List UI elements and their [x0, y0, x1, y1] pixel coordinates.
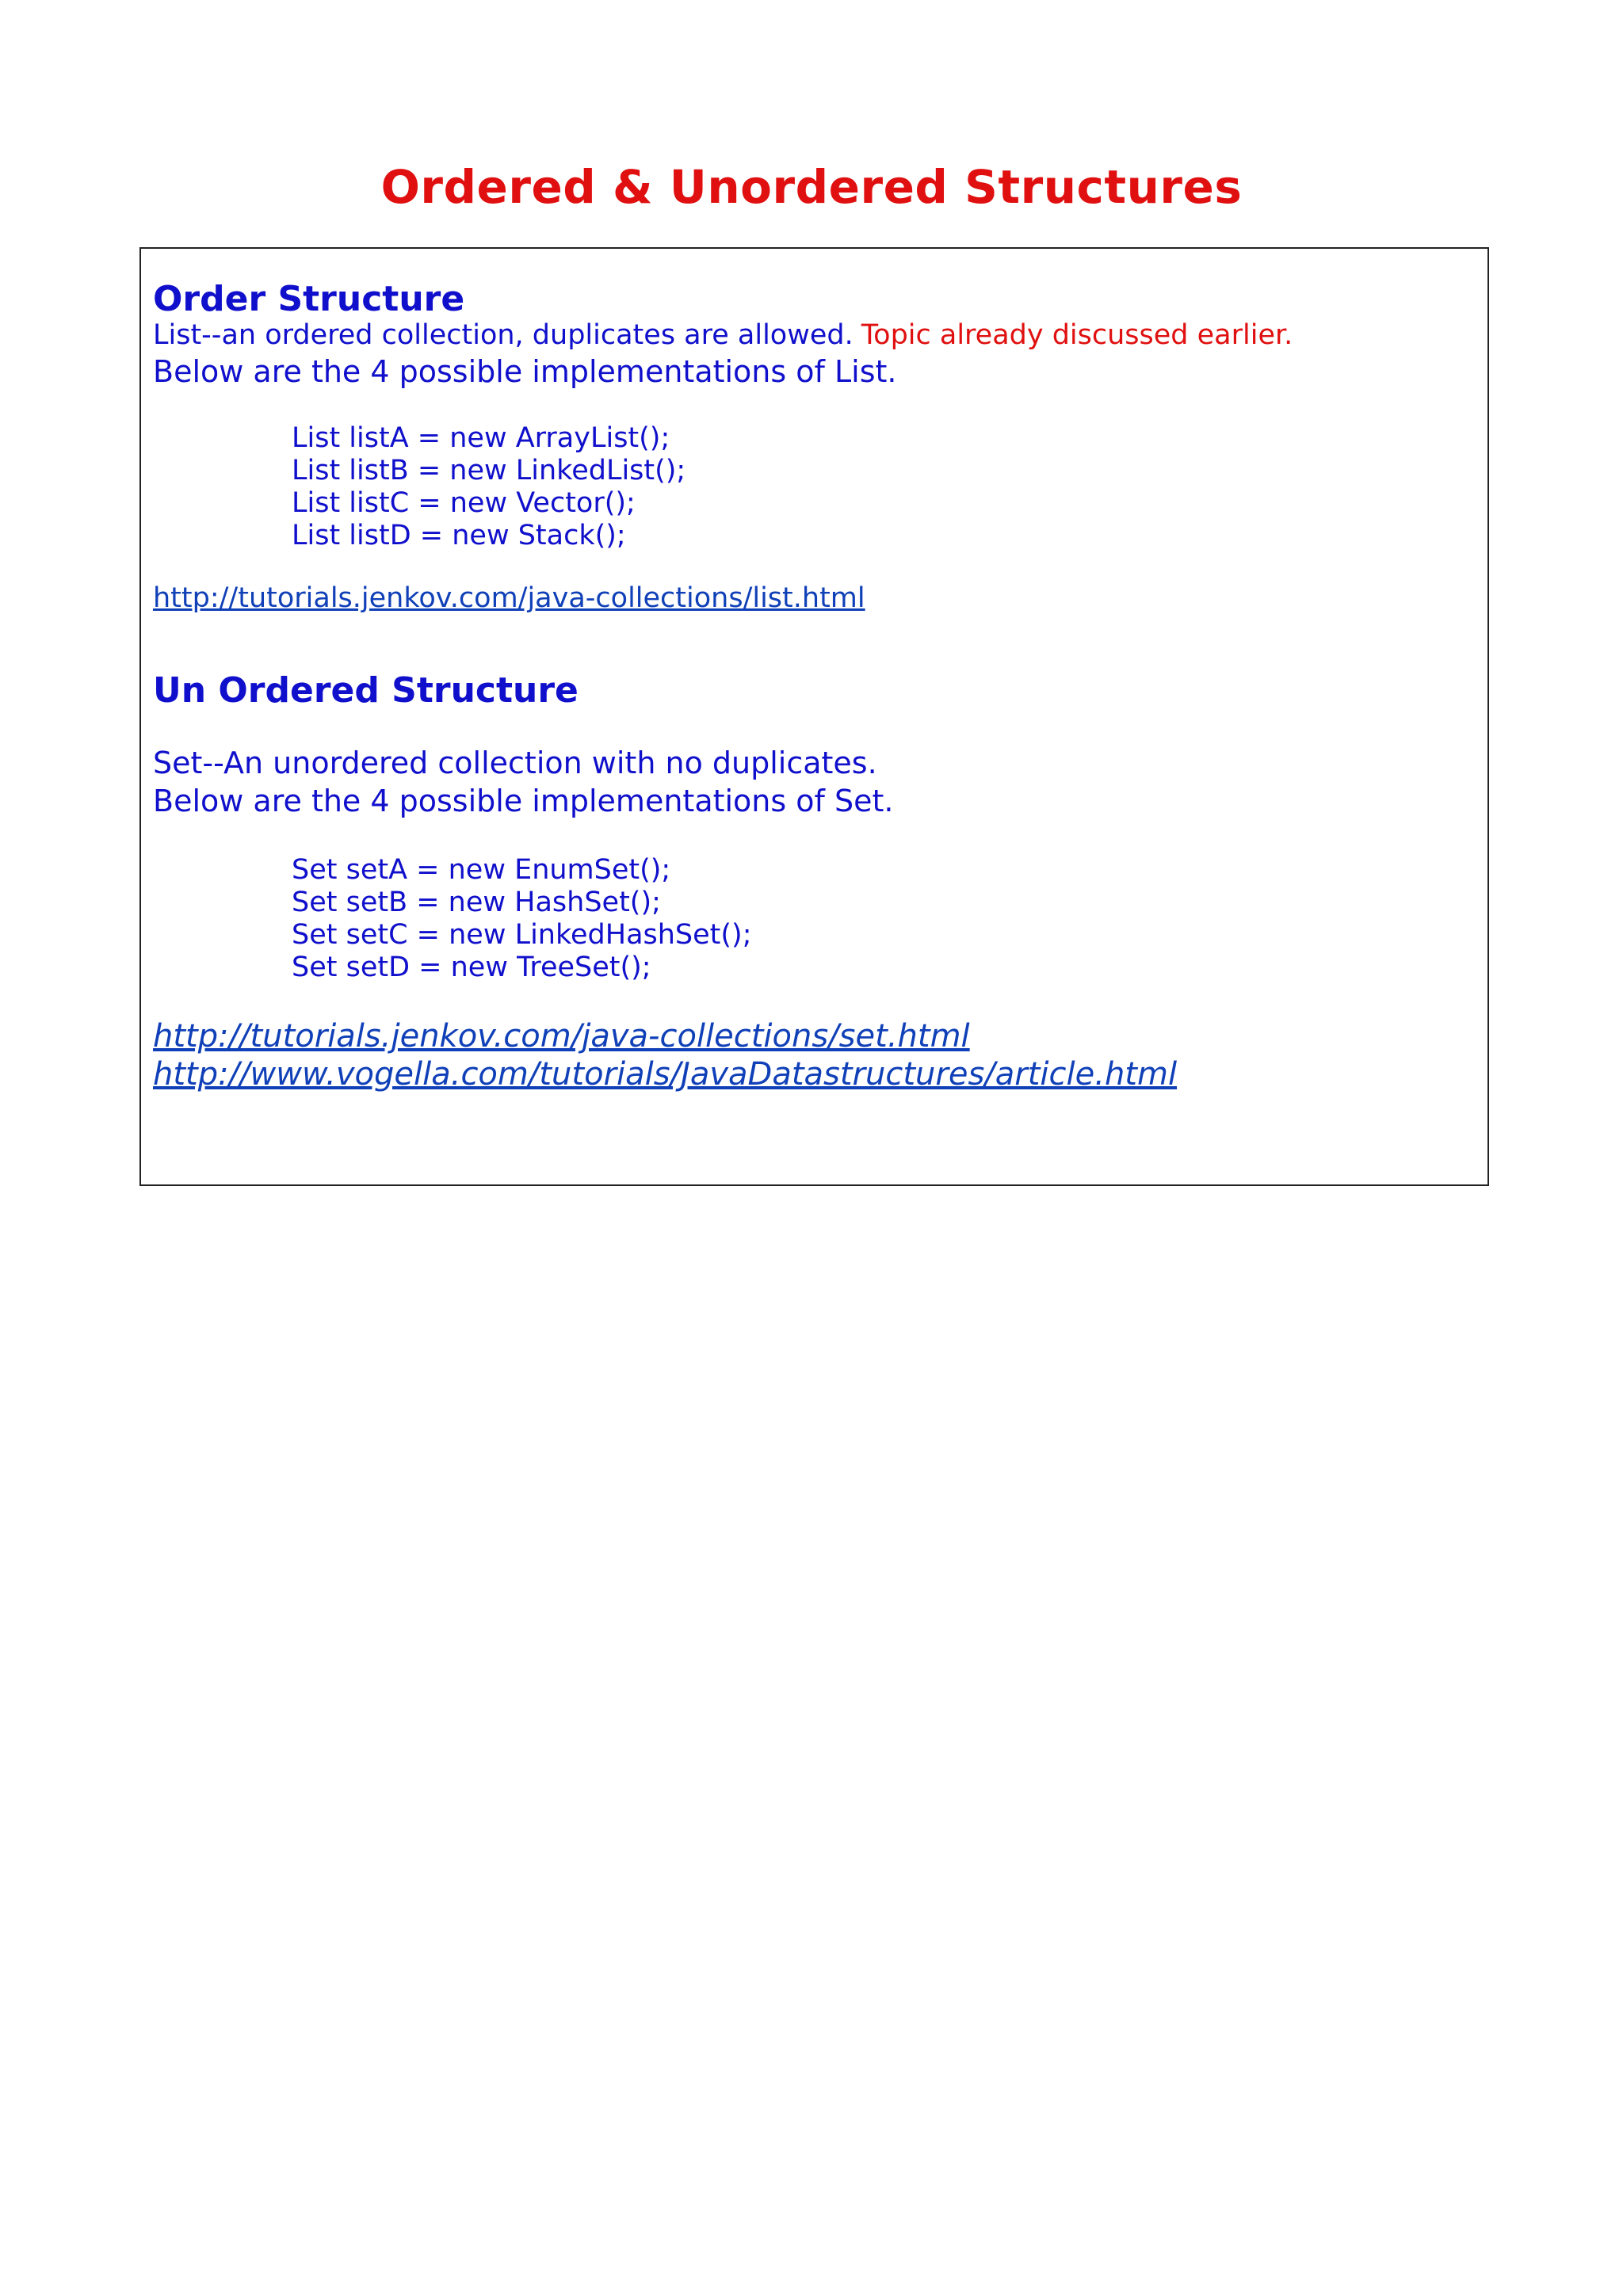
unordered-description: Set--An unordered collection with no duplicates. [153, 746, 877, 780]
ordered-code-line: List listD = new Stack(); [292, 520, 626, 551]
page-title: Ordered & Unordered Structures [380, 160, 1243, 214]
ordered-code-line: List listB = new LinkedList(); [292, 455, 686, 486]
set-tutorial-link[interactable]: http://tutorials.jenkov.com/java-collections/set.html [153, 1018, 970, 1055]
list-tutorial-link[interactable]: http://tutorials.jenkov.com/java-collections/list.html [153, 582, 865, 614]
unordered-code-line: Set setA = new EnumSet(); [292, 854, 671, 886]
vogella-tutorial-link[interactable]: http://www.vogella.com/tutorials/JavaDatastructures/article.html [153, 1056, 1178, 1093]
ordered-implementations-intro: Below are the 4 possible implementations of List. [153, 354, 897, 389]
unordered-code-line: Set setD = new TreeSet(); [292, 952, 651, 983]
ordered-code-line: List listA = new ArrayList(); [292, 422, 670, 454]
content-box [139, 247, 1489, 1186]
ordered-code-line: List listC = new Vector(); [292, 487, 636, 519]
ordered-description-text: List--an ordered collection, duplicates are allowed. [153, 319, 854, 351]
unordered-heading: Un Ordered Structure [153, 670, 579, 711]
unordered-code-line: Set setB = new HashSet(); [292, 887, 661, 918]
ordered-heading: Order Structure [153, 279, 465, 319]
unordered-code-line: Set setC = new LinkedHashSet(); [292, 919, 752, 951]
ordered-note: Topic already discussed earlier. [861, 319, 1293, 351]
ordered-description [153, 317, 1293, 353]
unordered-implementations-intro: Below are the 4 possible implementations of Set. [153, 784, 894, 818]
